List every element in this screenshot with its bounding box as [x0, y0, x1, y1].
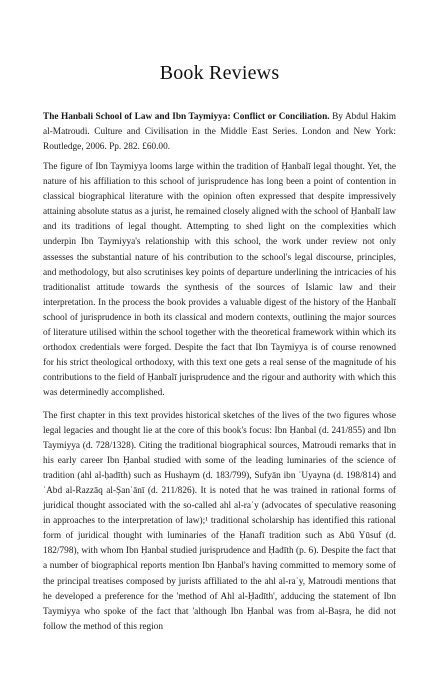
section-heading: Book Reviews — [159, 62, 280, 84]
book-citation — [43, 110, 396, 155]
review-paragraph-2: The first chapter in this text provides historical sketches of the lives of the two figures whose legal legacies and thought lie at the core of this book's focus: Ibn Ḥanbal (d. 241/855) and Ibn Taymiyya (d. 728/1328). Citing the traditional biographical sources, Matroudi remarks that in his early career Ibn Ḥanbal studied with some of the leading luminaries of the science of tradition (ahl al-ḥadīth) such as Hushaym (d. 183/799), Sufyān ibn ʿUyayna (d. 198/814) and ʿAbd al-Razzāq al-Ṣanʿānī (d. 211/826). It is noted that he was trained in rational forms of juridical thought associated with the so-called ahl al-raʾy (advocates of speculative reasoning in approaches to the interpretation of law);¹ traditional scholarship has identified this rational form of juridical thought with luminaries of the Ḥanafī tradition such as Abū Yūsuf (d. 182/798), with whom Ibn Ḥanbal studied jurisprudence and Ḥadīth (p. 6). Despite the fact that a number of biographical reports mention Ibn Ḥanbal's having committed to memory some of the principal treatises composed by jurists affiliated to the ahl al-raʾy, Matroudi mentions that he developed a preference for the 'method of Ahl al-Ḥadīth', adducing the statement of Ibn Taymiyya who spoke of the fact that 'although Ibn Ḥanbal was from al-Baṣra, he did not follow the method of this region — [43, 410, 396, 632]
review-paragraph-1: The figure of Ibn Taymiyya looms large within the tradition of Ḥanbalī legal thought. Yet, the nature of his affiliation to this school of jurisprudence has long been a point of contention in classical biographical literature with the opinion often expressed that despite impressively attaining absolute status as a jurist, he remained closely aligned with the school of Ḥanbalī law and its traditions of legal thought. Attempting to shed light on the complexities which underpin Ibn Taymiyya's relationship with this school, the work under review not only assesses the substantial nature of his contribution to the school's legal discourse, principles, and methodology, but also scrutinises key points of departure underlining the intricacies of his traditionalist attitude towards the synthesis of the sources of Islamic law and their interpretation. In the process the book provides a valuable digest of the history of the Ḥanbalī school of jurisprudence in both its classical and modern contexts, outlining the major sources of literature utilised within the school together with the theoretical framework within which its orthodox credentials were forged. Despite the fact that Ibn Taymiyya is of course renowned for his strict theological orthodoxy, with this text one gets a real sense of the magnitude of his contributions to the field of Ḥanbalī jurisprudence and the rigour and authority with which this was determinedly accomplished. — [43, 162, 396, 399]
book-title: The Hanbali School of Law and Ibn Taymiyya: Conflict or Conciliation. — [43, 112, 330, 122]
citation-details: By Abdul Hakim al-Matroudi. Culture and Civilisation in the Middle East Series. London and New York: Routledge, 2006. Pp. 282. £60.00. — [43, 112, 396, 152]
review-body — [43, 160, 396, 642]
